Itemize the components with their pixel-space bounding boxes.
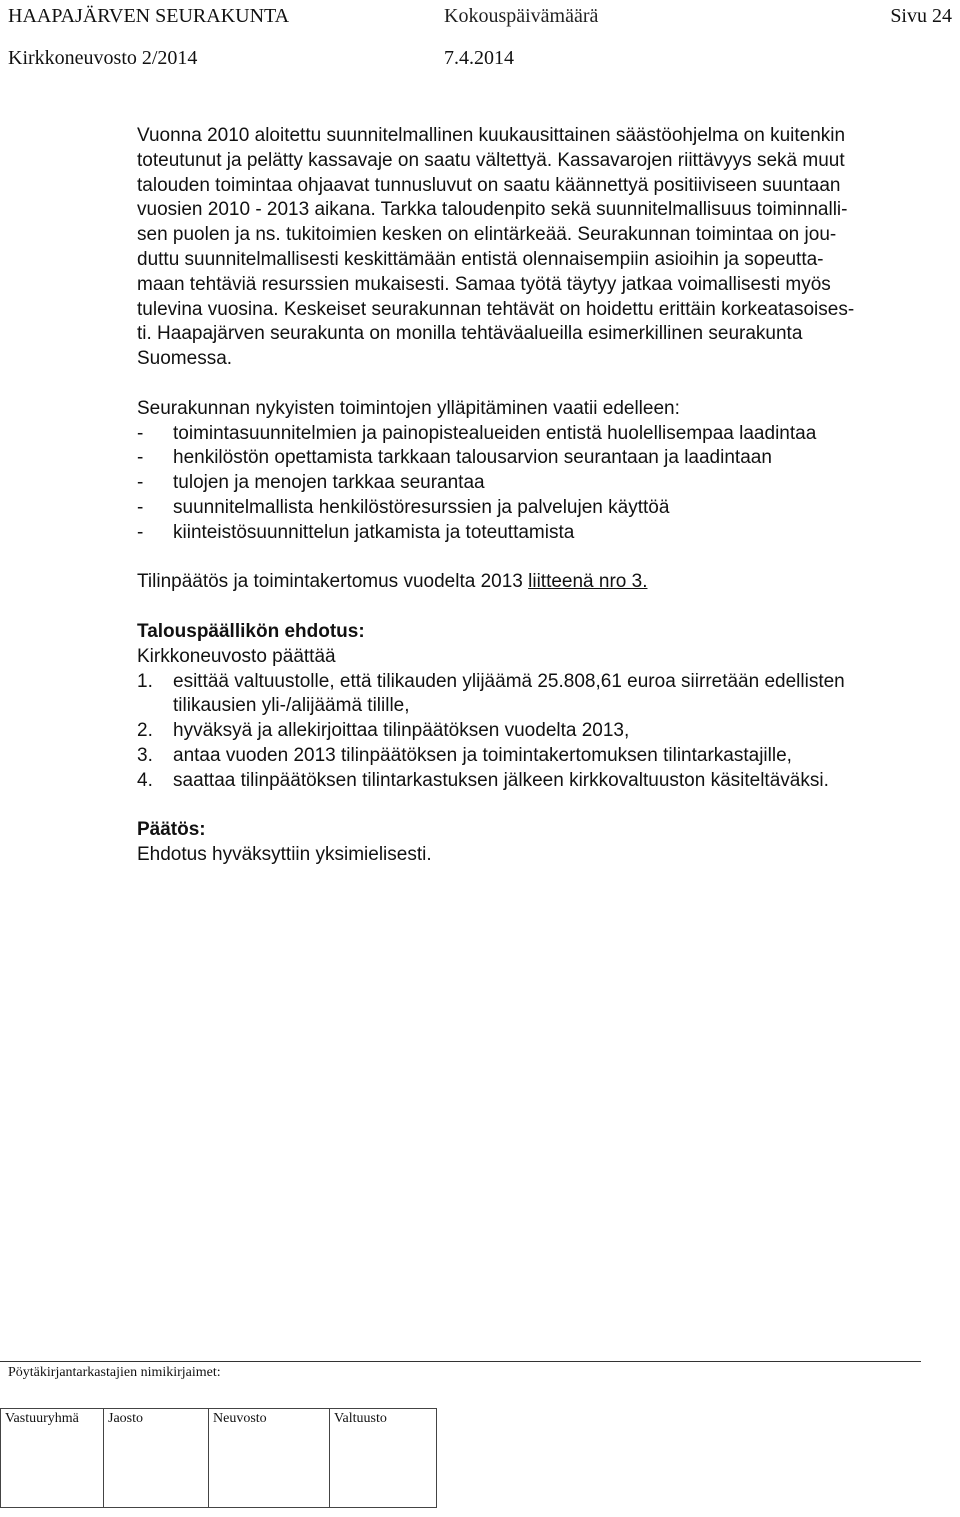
list-item: 2. hyväksyä ja allekirjoittaa tilinpäätöksen vuodelta 2013, <box>137 720 630 742</box>
group-cell-vastuuryhma: Vastuuryhmä <box>1 1409 104 1508</box>
proposal-intro: Kirkkoneuvosto päättää <box>137 645 336 667</box>
list-item: - toimintasuunnitelmien ja painopistealueiden entistä huolellisempaa laadintaa <box>137 422 817 444</box>
text-line: duttu suunnitelmallisesti keskittämään entistä olennaisempiin asioihin ja sopeutta- <box>137 248 824 270</box>
list-item: - tulojen ja menojen tarkkaa seurantaa <box>137 472 485 494</box>
decision-text: Ehdotus hyväksyttiin yksimielisesti. <box>137 844 432 866</box>
group-cell-valtuusto: Valtuusto <box>330 1409 437 1508</box>
text-line: Vuonna 2010 aloitettu suunnitelmallinen kuukausittainen säästöohjelma on kuitenkin <box>137 125 846 146</box>
list-item: 4. saattaa tilinpäätöksen tilintarkastuksen jälkeen kirkkovaltuuston käsiteltäväksi. <box>137 769 829 791</box>
signature-divider <box>0 1361 921 1362</box>
text-line: Suomessa. <box>137 348 233 370</box>
text-line: talouden toimintaa ohjaavat tunnusluvut on saatu käännettyä positiiviseen suuntaan <box>137 174 841 196</box>
organization-name: HAAPAJÄRVEN SEURAKUNTA <box>8 5 290 27</box>
meeting-date: 7.4.2014 <box>444 47 514 69</box>
group-cell-neuvosto: Neuvosto <box>209 1409 330 1508</box>
proposal-list <box>137 670 949 794</box>
needs-list <box>137 422 949 546</box>
attachment-link[interactable]: liitteenä nro 3. <box>528 571 648 593</box>
needs-intro: Seurakunnan nykyisten toimintojen ylläpitäminen vaatii edelleen: <box>137 397 680 419</box>
attachment-statement: Tilinpäätös ja toimintakertomus vuodelta 2013 liitteenä nro 3. <box>137 571 648 593</box>
intro-paragraph <box>137 124 949 372</box>
meeting-date-label: Kokouspäivämäärä <box>444 5 599 27</box>
text-line: sen puolen ja ns. tukitoimien kesken on elintärkeää. Seurakunnan toimintaa on jou- <box>137 224 837 246</box>
list-item: 1. esittää valtuustolle, että tilikauden ylijäämä 25.808,61 euroa siirretään edellisten tilikausien yli-/alijäämä tilille, <box>137 670 845 717</box>
signature-label: Pöytäkirjantarkastajien nimikirjaimet: <box>8 1365 221 1380</box>
document-body <box>137 124 949 868</box>
signature-table <box>0 1408 437 1508</box>
decision-heading: Päätös: <box>137 819 206 841</box>
list-item: - kiinteistösuunnittelun jatkamista ja toteuttamista <box>137 521 575 543</box>
text-line: toteutunut ja pelätty kassavaje on saatu vältettyä. Kassavarojen riittävyys sekä muut <box>137 149 845 171</box>
text-line: maan tehtäviä resurssien mukaisesti. Samaa työtä täytyy jatkaa voimallisesti myös <box>137 273 831 295</box>
text-line: tulevina vuosina. Keskeiset seurakunnan tehtävät on hoidettu erittäin korkeatasoises- <box>137 298 855 320</box>
proposal-heading: Talouspäällikön ehdotus: <box>137 620 365 642</box>
page-number: Sivu 24 <box>890 5 952 27</box>
text-line: vuosien 2010 - 2013 aikana. Tarkka taloudenpito sekä suunnitelmallisuus toiminnalli- <box>137 199 848 221</box>
group-cell-jaosto: Jaosto <box>104 1409 209 1508</box>
text-line: ti. Haapajärven seurakunta on monilla tehtäväalueilla esimerkillinen seurakunta <box>137 323 803 345</box>
list-item: - suunnitelmallista henkilöstöresurssien ja palvelujen käyttöä <box>137 496 670 518</box>
board-session: Kirkkoneuvosto 2/2014 <box>8 47 198 69</box>
list-item: - henkilöstön opettamista tarkkaan talousarvion seurantaan ja laadintaan <box>137 447 772 469</box>
list-item: 3. antaa vuoden 2013 tilinpäätöksen ja toimintakertomuksen tilintarkastajille, <box>137 744 792 766</box>
